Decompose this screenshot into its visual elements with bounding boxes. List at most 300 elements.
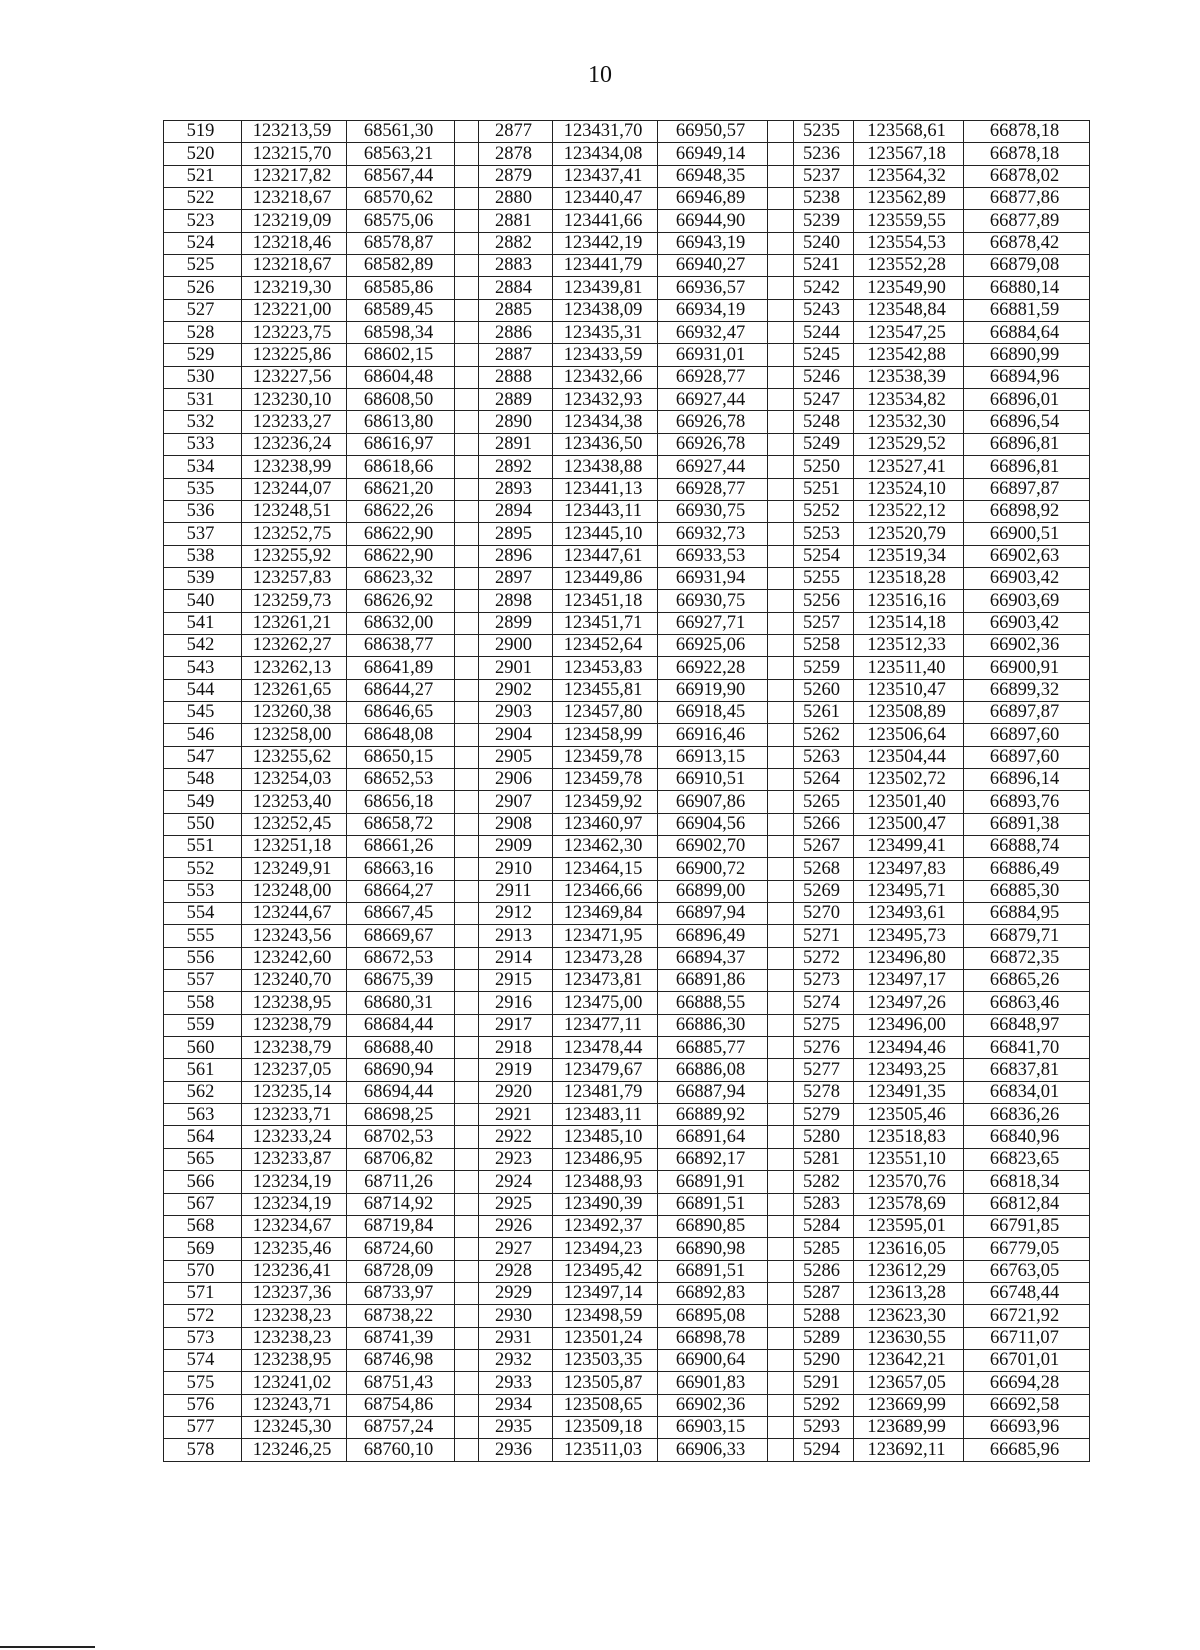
- x-coordinate-cell: 123252,45: [242, 813, 347, 835]
- y-coordinate-cell: 66748,44: [964, 1282, 1090, 1304]
- table-row: [164, 1059, 1090, 1081]
- x-coordinate-cell: 123238,23: [242, 1305, 347, 1327]
- coordinates-table: [163, 120, 1090, 1462]
- page-number: 10: [588, 62, 612, 88]
- gap-cell: [768, 500, 794, 522]
- point-number-cell: 5263: [794, 746, 854, 768]
- x-coordinate-cell: 123554,53: [854, 232, 964, 254]
- gap-cell: [455, 791, 479, 813]
- x-coordinate-cell: 123483,11: [553, 1104, 658, 1126]
- y-coordinate-cell: 68621,20: [347, 478, 455, 500]
- table-row: [164, 701, 1090, 723]
- y-coordinate-cell: 66895,08: [658, 1305, 768, 1327]
- point-number-cell: 5267: [794, 836, 854, 858]
- point-number-cell: 5239: [794, 210, 854, 232]
- point-number-cell: 2913: [479, 925, 553, 947]
- gap-cell: [768, 724, 794, 746]
- table-row: [164, 1148, 1090, 1170]
- y-coordinate-cell: 68641,89: [347, 657, 455, 679]
- point-number-cell: 5291: [794, 1372, 854, 1394]
- x-coordinate-cell: 123257,83: [242, 567, 347, 589]
- x-coordinate-cell: 123245,30: [242, 1416, 347, 1438]
- x-coordinate-cell: 123262,27: [242, 634, 347, 656]
- y-coordinate-cell: 66888,74: [964, 836, 1090, 858]
- y-coordinate-cell: 66887,94: [658, 1081, 768, 1103]
- x-coordinate-cell: 123613,28: [854, 1282, 964, 1304]
- y-coordinate-cell: 68733,97: [347, 1282, 455, 1304]
- table-row: [164, 1014, 1090, 1036]
- point-number-cell: 5243: [794, 299, 854, 321]
- y-coordinate-cell: 66930,75: [658, 590, 768, 612]
- point-number-cell: 2883: [479, 255, 553, 277]
- y-coordinate-cell: 66900,51: [964, 523, 1090, 545]
- x-coordinate-cell: 123236,24: [242, 433, 347, 455]
- y-coordinate-cell: 66898,92: [964, 500, 1090, 522]
- gap-cell: [455, 500, 479, 522]
- gap-cell: [768, 478, 794, 500]
- table-row: [164, 143, 1090, 165]
- y-coordinate-cell: 68563,21: [347, 143, 455, 165]
- point-number-cell: 2934: [479, 1394, 553, 1416]
- x-coordinate-cell: 123234,19: [242, 1171, 347, 1193]
- y-coordinate-cell: 68585,86: [347, 277, 455, 299]
- gap-cell: [455, 366, 479, 388]
- gap-cell: [455, 1171, 479, 1193]
- point-number-cell: 574: [164, 1349, 242, 1371]
- x-coordinate-cell: 123473,28: [553, 947, 658, 969]
- gap-cell: [455, 947, 479, 969]
- point-number-cell: 5279: [794, 1104, 854, 1126]
- y-coordinate-cell: 68698,25: [347, 1104, 455, 1126]
- table-row: [164, 1260, 1090, 1282]
- point-number-cell: 5270: [794, 903, 854, 925]
- x-coordinate-cell: 123238,79: [242, 1014, 347, 1036]
- gap-cell: [455, 344, 479, 366]
- table-row: [164, 1037, 1090, 1059]
- x-coordinate-cell: 123238,95: [242, 992, 347, 1014]
- y-coordinate-cell: 66940,27: [658, 255, 768, 277]
- y-coordinate-cell: 66944,90: [658, 210, 768, 232]
- point-number-cell: 542: [164, 634, 242, 656]
- table-row: [164, 1193, 1090, 1215]
- point-number-cell: 2901: [479, 657, 553, 679]
- gap-cell: [768, 1327, 794, 1349]
- point-number-cell: 5241: [794, 255, 854, 277]
- gap-cell: [455, 657, 479, 679]
- y-coordinate-cell: 66896,54: [964, 411, 1090, 433]
- gap-cell: [455, 970, 479, 992]
- gap-cell: [768, 210, 794, 232]
- x-coordinate-cell: 123233,24: [242, 1126, 347, 1148]
- point-number-cell: 568: [164, 1215, 242, 1237]
- table-row: [164, 925, 1090, 947]
- point-number-cell: 540: [164, 590, 242, 612]
- table-row: [164, 1305, 1090, 1327]
- gap-cell: [455, 299, 479, 321]
- x-coordinate-cell: 123438,09: [553, 299, 658, 321]
- x-coordinate-cell: 123248,51: [242, 500, 347, 522]
- x-coordinate-cell: 123492,37: [553, 1215, 658, 1237]
- y-coordinate-cell: 66927,44: [658, 389, 768, 411]
- x-coordinate-cell: 123493,61: [854, 903, 964, 925]
- point-number-cell: 545: [164, 701, 242, 723]
- table-row: [164, 657, 1090, 679]
- point-number-cell: 5276: [794, 1037, 854, 1059]
- table-row: [164, 724, 1090, 746]
- x-coordinate-cell: 123466,66: [553, 880, 658, 902]
- y-coordinate-cell: 66926,78: [658, 411, 768, 433]
- y-coordinate-cell: 66896,01: [964, 389, 1090, 411]
- point-number-cell: 5246: [794, 366, 854, 388]
- y-coordinate-cell: 66886,08: [658, 1059, 768, 1081]
- point-number-cell: 2933: [479, 1372, 553, 1394]
- point-number-cell: 576: [164, 1394, 242, 1416]
- gap-cell: [768, 813, 794, 835]
- x-coordinate-cell: 123218,67: [242, 255, 347, 277]
- point-number-cell: 2896: [479, 545, 553, 567]
- y-coordinate-cell: 68690,94: [347, 1059, 455, 1081]
- y-coordinate-cell: 66890,85: [658, 1215, 768, 1237]
- table-row: [164, 1372, 1090, 1394]
- y-coordinate-cell: 66878,18: [964, 143, 1090, 165]
- point-number-cell: 2885: [479, 299, 553, 321]
- x-coordinate-cell: 123457,80: [553, 701, 658, 723]
- x-coordinate-cell: 123242,60: [242, 947, 347, 969]
- gap-cell: [455, 1416, 479, 1438]
- y-coordinate-cell: 68575,06: [347, 210, 455, 232]
- gap-cell: [455, 143, 479, 165]
- point-number-cell: 550: [164, 813, 242, 835]
- y-coordinate-cell: 66926,78: [658, 433, 768, 455]
- x-coordinate-cell: 123493,25: [854, 1059, 964, 1081]
- gap-cell: [455, 1193, 479, 1215]
- y-coordinate-cell: 68724,60: [347, 1238, 455, 1260]
- y-coordinate-cell: 66922,28: [658, 657, 768, 679]
- gap-cell: [768, 1439, 794, 1461]
- x-coordinate-cell: 123503,35: [553, 1349, 658, 1371]
- x-coordinate-cell: 123437,41: [553, 165, 658, 187]
- y-coordinate-cell: 66694,28: [964, 1372, 1090, 1394]
- y-coordinate-cell: 66891,64: [658, 1126, 768, 1148]
- y-coordinate-cell: 68754,86: [347, 1394, 455, 1416]
- point-number-cell: 5244: [794, 322, 854, 344]
- point-number-cell: 5266: [794, 813, 854, 835]
- y-coordinate-cell: 66898,78: [658, 1327, 768, 1349]
- x-coordinate-cell: 123436,50: [553, 433, 658, 455]
- x-coordinate-cell: 123529,52: [854, 433, 964, 455]
- y-coordinate-cell: 68648,08: [347, 724, 455, 746]
- x-coordinate-cell: 123223,75: [242, 322, 347, 344]
- gap-cell: [768, 545, 794, 567]
- y-coordinate-cell: 68570,62: [347, 188, 455, 210]
- point-number-cell: 5237: [794, 165, 854, 187]
- y-coordinate-cell: 68613,80: [347, 411, 455, 433]
- table-row: [164, 165, 1090, 187]
- y-coordinate-cell: 68589,45: [347, 299, 455, 321]
- gap-cell: [768, 1394, 794, 1416]
- point-number-cell: 5235: [794, 121, 854, 143]
- point-number-cell: 564: [164, 1126, 242, 1148]
- table-row: [164, 232, 1090, 254]
- point-number-cell: 2884: [479, 277, 553, 299]
- point-number-cell: 541: [164, 612, 242, 634]
- point-number-cell: 5268: [794, 858, 854, 880]
- y-coordinate-cell: 66879,08: [964, 255, 1090, 277]
- x-coordinate-cell: 123479,67: [553, 1059, 658, 1081]
- x-coordinate-cell: 123439,81: [553, 277, 658, 299]
- gap-cell: [768, 143, 794, 165]
- x-coordinate-cell: 123237,05: [242, 1059, 347, 1081]
- point-number-cell: 5283: [794, 1193, 854, 1215]
- x-coordinate-cell: 123218,67: [242, 188, 347, 210]
- gap-cell: [768, 411, 794, 433]
- gap-cell: [768, 232, 794, 254]
- x-coordinate-cell: 123534,82: [854, 389, 964, 411]
- y-coordinate-cell: 66837,81: [964, 1059, 1090, 1081]
- y-coordinate-cell: 68706,82: [347, 1148, 455, 1170]
- x-coordinate-cell: 123235,46: [242, 1238, 347, 1260]
- table-row: [164, 121, 1090, 143]
- gap-cell: [455, 612, 479, 634]
- x-coordinate-cell: 123527,41: [854, 456, 964, 478]
- x-coordinate-cell: 123497,17: [854, 970, 964, 992]
- point-number-cell: 2922: [479, 1126, 553, 1148]
- x-coordinate-cell: 123235,14: [242, 1081, 347, 1103]
- gap-cell: [455, 701, 479, 723]
- x-coordinate-cell: 123491,35: [854, 1081, 964, 1103]
- x-coordinate-cell: 123259,73: [242, 590, 347, 612]
- y-coordinate-cell: 66818,34: [964, 1171, 1090, 1193]
- x-coordinate-cell: 123518,28: [854, 567, 964, 589]
- x-coordinate-cell: 123225,86: [242, 344, 347, 366]
- y-coordinate-cell: 68680,31: [347, 992, 455, 1014]
- x-coordinate-cell: 123551,10: [854, 1148, 964, 1170]
- y-coordinate-cell: 66896,81: [964, 433, 1090, 455]
- point-number-cell: 2893: [479, 478, 553, 500]
- x-coordinate-cell: 123252,75: [242, 523, 347, 545]
- x-coordinate-cell: 123616,05: [854, 1238, 964, 1260]
- point-number-cell: 521: [164, 165, 242, 187]
- gap-cell: [768, 903, 794, 925]
- point-number-cell: 2924: [479, 1171, 553, 1193]
- point-number-cell: 566: [164, 1171, 242, 1193]
- y-coordinate-cell: 66848,97: [964, 1014, 1090, 1036]
- gap-cell: [768, 880, 794, 902]
- point-number-cell: 523: [164, 210, 242, 232]
- y-coordinate-cell: 68741,39: [347, 1327, 455, 1349]
- point-number-cell: 2919: [479, 1059, 553, 1081]
- y-coordinate-cell: 66904,56: [658, 813, 768, 835]
- y-coordinate-cell: 68650,15: [347, 746, 455, 768]
- gap-cell: [455, 121, 479, 143]
- gap-cell: [768, 1260, 794, 1282]
- y-coordinate-cell: 68728,09: [347, 1260, 455, 1282]
- point-number-cell: 2892: [479, 456, 553, 478]
- y-coordinate-cell: 68675,39: [347, 970, 455, 992]
- y-coordinate-cell: 66900,91: [964, 657, 1090, 679]
- x-coordinate-cell: 123253,40: [242, 791, 347, 813]
- point-number-cell: 5255: [794, 567, 854, 589]
- point-number-cell: 2920: [479, 1081, 553, 1103]
- y-coordinate-cell: 66897,87: [964, 701, 1090, 723]
- x-coordinate-cell: 123564,32: [854, 165, 964, 187]
- table-row: [164, 1349, 1090, 1371]
- y-coordinate-cell: 68598,34: [347, 322, 455, 344]
- point-number-cell: 5292: [794, 1394, 854, 1416]
- x-coordinate-cell: 123612,29: [854, 1260, 964, 1282]
- x-coordinate-cell: 123219,30: [242, 277, 347, 299]
- x-coordinate-cell: 123441,66: [553, 210, 658, 232]
- y-coordinate-cell: 68602,15: [347, 344, 455, 366]
- point-number-cell: 2912: [479, 903, 553, 925]
- y-coordinate-cell: 68616,97: [347, 433, 455, 455]
- y-coordinate-cell: 68672,53: [347, 947, 455, 969]
- y-coordinate-cell: 66886,30: [658, 1014, 768, 1036]
- x-coordinate-cell: 123233,71: [242, 1104, 347, 1126]
- y-coordinate-cell: 66878,02: [964, 165, 1090, 187]
- gap-cell: [455, 1014, 479, 1036]
- point-number-cell: 2906: [479, 768, 553, 790]
- gap-cell: [455, 1037, 479, 1059]
- gap-cell: [455, 523, 479, 545]
- y-coordinate-cell: 66872,35: [964, 947, 1090, 969]
- y-coordinate-cell: 66897,87: [964, 478, 1090, 500]
- point-number-cell: 561: [164, 1059, 242, 1081]
- point-number-cell: 558: [164, 992, 242, 1014]
- x-coordinate-cell: 123244,07: [242, 478, 347, 500]
- point-number-cell: 559: [164, 1014, 242, 1036]
- gap-cell: [455, 322, 479, 344]
- x-coordinate-cell: 123657,05: [854, 1372, 964, 1394]
- point-number-cell: 546: [164, 724, 242, 746]
- x-coordinate-cell: 123213,59: [242, 121, 347, 143]
- gap-cell: [768, 366, 794, 388]
- gap-cell: [455, 1059, 479, 1081]
- y-coordinate-cell: 66931,01: [658, 344, 768, 366]
- point-number-cell: 5251: [794, 478, 854, 500]
- gap-cell: [455, 1372, 479, 1394]
- y-coordinate-cell: 66948,35: [658, 165, 768, 187]
- x-coordinate-cell: 123514,18: [854, 612, 964, 634]
- bottom-rule: [0, 1646, 95, 1648]
- gap-cell: [768, 746, 794, 768]
- table-row: [164, 366, 1090, 388]
- x-coordinate-cell: 123549,90: [854, 277, 964, 299]
- point-number-cell: 2928: [479, 1260, 553, 1282]
- point-number-cell: 543: [164, 657, 242, 679]
- x-coordinate-cell: 123431,70: [553, 121, 658, 143]
- y-coordinate-cell: 68656,18: [347, 791, 455, 813]
- x-coordinate-cell: 123692,11: [854, 1439, 964, 1461]
- point-number-cell: 2897: [479, 567, 553, 589]
- x-coordinate-cell: 123234,67: [242, 1215, 347, 1237]
- y-coordinate-cell: 68669,67: [347, 925, 455, 947]
- table-row: [164, 1238, 1090, 1260]
- y-coordinate-cell: 68702,53: [347, 1126, 455, 1148]
- y-coordinate-cell: 66892,17: [658, 1148, 768, 1170]
- point-number-cell: 5286: [794, 1260, 854, 1282]
- point-number-cell: 5261: [794, 701, 854, 723]
- x-coordinate-cell: 123505,87: [553, 1372, 658, 1394]
- point-number-cell: 530: [164, 366, 242, 388]
- y-coordinate-cell: 66927,71: [658, 612, 768, 634]
- table-row: [164, 277, 1090, 299]
- point-number-cell: 537: [164, 523, 242, 545]
- y-coordinate-cell: 66899,00: [658, 880, 768, 902]
- point-number-cell: 2916: [479, 992, 553, 1014]
- x-coordinate-cell: 123258,00: [242, 724, 347, 746]
- y-coordinate-cell: 66791,85: [964, 1215, 1090, 1237]
- y-coordinate-cell: 66896,81: [964, 456, 1090, 478]
- x-coordinate-cell: 123630,55: [854, 1327, 964, 1349]
- y-coordinate-cell: 66919,90: [658, 679, 768, 701]
- point-number-cell: 5282: [794, 1171, 854, 1193]
- y-coordinate-cell: 68684,44: [347, 1014, 455, 1036]
- y-coordinate-cell: 68664,27: [347, 880, 455, 902]
- gap-cell: [455, 768, 479, 790]
- point-number-cell: 533: [164, 433, 242, 455]
- x-coordinate-cell: 123445,10: [553, 523, 658, 545]
- x-coordinate-cell: 123451,71: [553, 612, 658, 634]
- y-coordinate-cell: 68667,45: [347, 903, 455, 925]
- point-number-cell: 5273: [794, 970, 854, 992]
- gap-cell: [768, 1238, 794, 1260]
- x-coordinate-cell: 123433,59: [553, 344, 658, 366]
- x-coordinate-cell: 123548,84: [854, 299, 964, 321]
- table-row: [164, 1439, 1090, 1461]
- gap-cell: [455, 1238, 479, 1260]
- x-coordinate-cell: 123234,19: [242, 1193, 347, 1215]
- x-coordinate-cell: 123578,69: [854, 1193, 964, 1215]
- table-row: [164, 612, 1090, 634]
- y-coordinate-cell: 66891,38: [964, 813, 1090, 835]
- point-number-cell: 5271: [794, 925, 854, 947]
- x-coordinate-cell: 123475,00: [553, 992, 658, 1014]
- point-number-cell: 547: [164, 746, 242, 768]
- point-number-cell: 563: [164, 1104, 242, 1126]
- y-coordinate-cell: 66721,92: [964, 1305, 1090, 1327]
- x-coordinate-cell: 123459,92: [553, 791, 658, 813]
- gap-cell: [455, 836, 479, 858]
- x-coordinate-cell: 123542,88: [854, 344, 964, 366]
- table-row: [164, 970, 1090, 992]
- gap-cell: [768, 389, 794, 411]
- point-number-cell: 2917: [479, 1014, 553, 1036]
- y-coordinate-cell: 68604,48: [347, 366, 455, 388]
- point-number-cell: 2904: [479, 724, 553, 746]
- gap-cell: [768, 1416, 794, 1438]
- point-number-cell: 5258: [794, 634, 854, 656]
- table-row: [164, 1081, 1090, 1103]
- y-coordinate-cell: 66949,14: [658, 143, 768, 165]
- x-coordinate-cell: 123623,30: [854, 1305, 964, 1327]
- y-coordinate-cell: 66881,59: [964, 299, 1090, 321]
- point-number-cell: 2935: [479, 1416, 553, 1438]
- y-coordinate-cell: 66763,05: [964, 1260, 1090, 1282]
- y-coordinate-cell: 68618,66: [347, 456, 455, 478]
- gap-cell: [455, 903, 479, 925]
- point-number-cell: 2877: [479, 121, 553, 143]
- point-number-cell: 524: [164, 232, 242, 254]
- point-number-cell: 2911: [479, 880, 553, 902]
- y-coordinate-cell: 68638,77: [347, 634, 455, 656]
- y-coordinate-cell: 66903,69: [964, 590, 1090, 612]
- gap-cell: [455, 813, 479, 835]
- y-coordinate-cell: 66779,05: [964, 1238, 1090, 1260]
- table-row: [164, 545, 1090, 567]
- x-coordinate-cell: 123567,18: [854, 143, 964, 165]
- x-coordinate-cell: 123238,79: [242, 1037, 347, 1059]
